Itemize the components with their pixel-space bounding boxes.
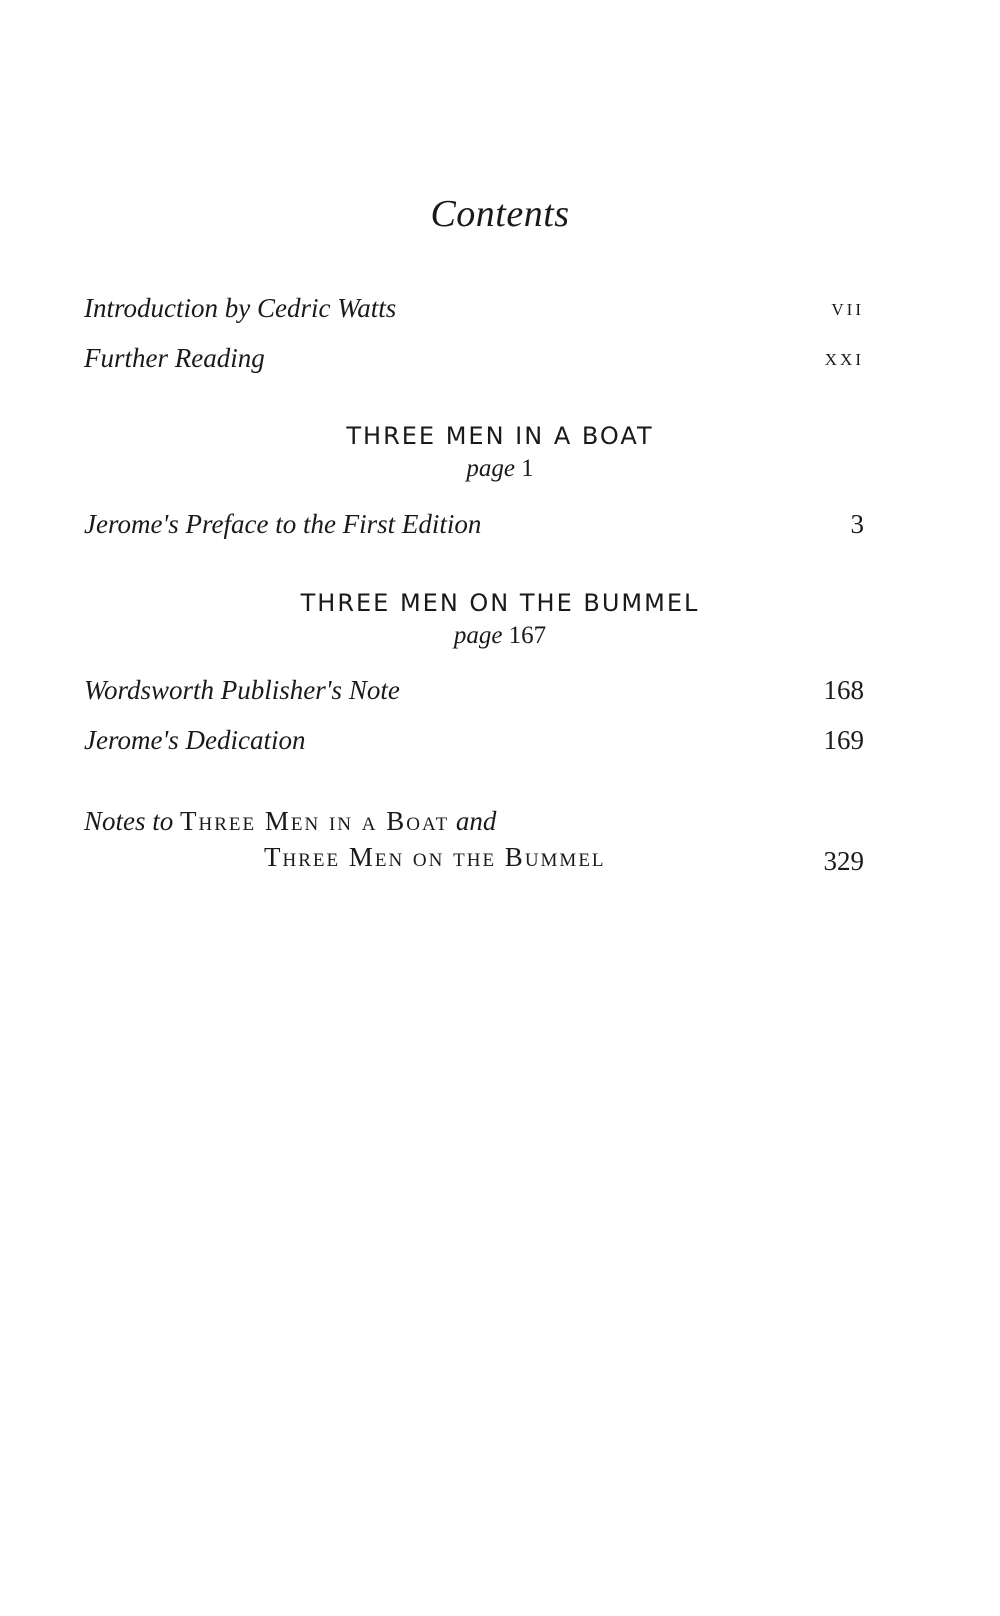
notes-second-title: Three Men on the Bummel [264,842,606,872]
toc-entry-page: VII [831,300,864,319]
toc-entry-label: Further Reading [84,343,265,373]
page-word: page [453,622,503,649]
notes-prefix: Notes to [84,806,174,836]
section-heading-boat: THREE MEN IN A BOAT [346,422,654,450]
section-start-page-boat [0,455,1000,483]
page-title: Contents [430,193,570,235]
toc-entry-further-reading[interactable] [84,334,864,374]
notes-line-two [264,842,606,873]
toc-entry-label: Wordsworth Publisher's Note [84,675,400,705]
toc-entry-page: 169 [823,725,864,755]
toc-entry-dedication[interactable] [84,716,864,756]
toc-entry-introduction[interactable] [84,284,864,324]
toc-entry-page: 3 [850,509,864,539]
toc-entry-notes[interactable] [84,806,864,886]
toc-entry-label: Jerome's Preface to the First Edition [84,509,482,539]
toc-entry-page: XXI [824,350,864,369]
toc-entry-page: 168 [823,675,864,705]
section-start-page-bummel [0,622,1000,650]
notes-conjunction: and [455,806,497,836]
toc-entry-publisher-note[interactable] [84,666,864,706]
section-heading-bummel: THREE MEN ON THE BUMMEL [300,589,700,617]
page-word: page [466,455,515,482]
notes-line-one [84,806,496,837]
page-number: 167 [508,622,547,649]
toc-entry-preface[interactable] [84,500,864,540]
page-number: 1 [521,455,534,482]
notes-first-title: Three Men in a Boat [180,806,450,836]
toc-entry-page: 329 [823,846,864,876]
toc-entry-label: Introduction by Cedric Watts [84,293,397,323]
toc-entry-label: Jerome's Dedication [84,725,306,755]
